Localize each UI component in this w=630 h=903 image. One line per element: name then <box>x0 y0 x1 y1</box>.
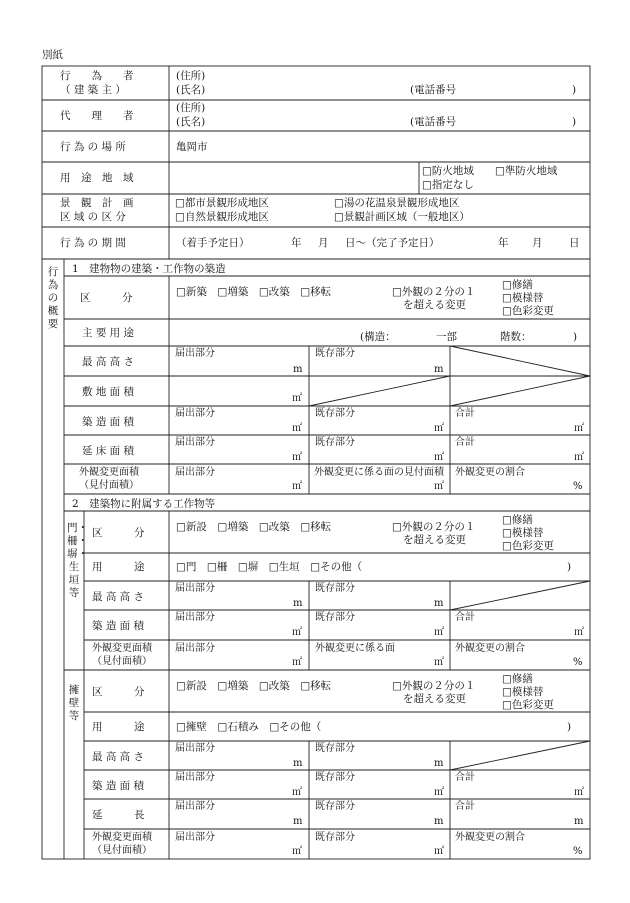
s2-chikuzo2-label: 築 造 面 積 <box>92 780 145 792</box>
period-start-label: （着手予定日） <box>176 237 250 249</box>
s1-kozo[interactable]: (構造： <box>360 331 396 343</box>
s1-remodel[interactable]: □模様替 <box>502 292 544 304</box>
s2-takasa-kison: 既存部分 <box>315 583 355 594</box>
s1-takasa-kison: 既存部分 <box>315 348 355 359</box>
s1-takasa-label: 最 高 高 さ <box>82 356 135 368</box>
s2-encho-kison-unit: m <box>434 816 444 827</box>
s2-encho-todoke: 届出部分 <box>175 801 215 812</box>
period-end-year[interactable]: 年 <box>498 237 509 249</box>
s2-chikuzo2-kison-unit: ㎡ <box>434 787 444 798</box>
s2-youto-close: ) <box>567 561 572 573</box>
s1-chikuzo-todoke: 届出部分 <box>175 408 215 419</box>
s1-nobeyuka-todoke-unit: ㎡ <box>292 452 302 463</box>
s2-gaikan-area-label: 外観変更面積 <box>92 643 152 654</box>
s2-chikuzo2-todoke: 届出部分 <box>175 772 215 783</box>
s2-gaikan2-wariai: 外観変更の割合 <box>455 832 525 843</box>
applicant-phone[interactable]: (電話番号 <box>410 84 457 96</box>
s2-gaikan2-todoke: 届出部分 <box>175 832 215 843</box>
s2-gaikan-option-2: を超える変更 <box>403 534 466 546</box>
zoning-none[interactable]: □指定なし <box>422 179 474 191</box>
s2-color-change-2[interactable]: □色彩変更 <box>502 699 554 711</box>
s2-takasa-todoke: 届出部分 <box>175 583 215 594</box>
s2-gaikan2-area-sublabel: （見付面積） <box>92 845 152 856</box>
s2-gaikan-wariai: 外観変更の割合 <box>455 643 525 654</box>
s1-chikuzo-total-unit: ㎡ <box>574 423 584 434</box>
s1-chikuzo-todoke-unit: ㎡ <box>292 423 302 434</box>
s2-gaikan-option[interactable]: □外観の２分の１ <box>392 521 476 533</box>
s2-gaikan-wariai-unit: % <box>573 657 583 668</box>
s2-chikuzo-kison-unit: ㎡ <box>434 627 444 638</box>
s1-kubun-label: 区 分 <box>80 292 133 304</box>
s1-nobeyuka-kison-unit: ㎡ <box>434 452 444 463</box>
applicant-address[interactable]: (住所) <box>176 70 206 82</box>
s1-youto-label: 主 要 用 途 <box>82 327 135 339</box>
zoning-fire[interactable]: □防火地域 <box>422 165 474 177</box>
s2-kubun2-options[interactable]: □新設 □増築 □改築 □移転 <box>176 680 332 692</box>
s2-takasa2-label: 最 高 高 さ <box>92 751 145 763</box>
zoning-semi-fire[interactable]: □準防火地域 <box>495 165 558 177</box>
applicant-phone-close: ) <box>572 84 577 96</box>
s2-gaikan2-kison-unit: ㎡ <box>434 846 444 857</box>
s2-gaikan-men-unit: ㎡ <box>434 657 444 668</box>
section2-heading: 2 建築物に附属する工作物等 <box>72 498 216 510</box>
landscape-opt-general[interactable]: □景観計画区域（一般地区） <box>334 211 470 223</box>
s2-chikuzo2-total: 合計 <box>455 772 475 783</box>
s1-takasa-kison-unit: m <box>434 364 444 375</box>
s1-color-change[interactable]: □色彩変更 <box>502 305 554 317</box>
s2-youto2-close: ) <box>567 721 572 733</box>
s2-chikuzo-kison: 既存部分 <box>315 612 355 623</box>
s2-kubun-label: 区 分 <box>92 527 145 539</box>
s2-gaikan-area-sublabel: （見付面積） <box>92 656 152 667</box>
applicant-label: 行 為 者 <box>60 70 134 82</box>
s1-gaikan-todoke: 届出部分 <box>175 467 215 478</box>
s2-remodel-2[interactable]: □模様替 <box>502 686 544 698</box>
s2-gaikan2-option-2: を超える変更 <box>403 693 466 705</box>
location-label: 行 為 の 場 所 <box>60 141 126 153</box>
outline-label: 行為の概要 <box>47 266 59 330</box>
s2-encho-todoke-unit: m <box>293 816 303 827</box>
agent-name[interactable]: (氏名) <box>176 116 206 128</box>
s1-nobeyuka-todoke: 届出部分 <box>175 437 215 448</box>
s2-chikuzo2-total-unit: ㎡ <box>574 787 584 798</box>
s1-chikuzo-kison-unit: ㎡ <box>434 423 444 434</box>
s2-youto-options[interactable]: □門 □柵 □塀 □生垣 □その他（ <box>176 561 363 573</box>
s2-youto2-label: 用 途 <box>92 721 145 733</box>
s1-gaikan-option-2: を超える変更 <box>403 299 466 311</box>
s2-youto-label: 用 途 <box>92 561 145 573</box>
s2-chikuzo-total-unit: ㎡ <box>574 627 584 638</box>
s2-takasa2-todoke: 届出部分 <box>175 743 215 754</box>
s2-youto2-options[interactable]: □擁壁 □石積み □その他（ <box>176 721 322 733</box>
period-end-day[interactable]: 日 <box>569 237 580 249</box>
s2-group2-label: 擁壁等 <box>68 684 80 722</box>
s2-color-change[interactable]: □色彩変更 <box>502 540 554 552</box>
s2-takasa2-kison-unit: m <box>434 758 444 769</box>
landscape-opt-urban[interactable]: □都市景観形成地区 <box>175 197 269 209</box>
s1-gaikan-option[interactable]: □外観の２分の１ <box>392 286 476 298</box>
agent-phone[interactable]: (電話番号 <box>410 116 457 128</box>
s1-gaikan-mentsuke: 外観変更に係る面の見付面積 <box>314 467 444 478</box>
s1-gaikan-mentsuke-unit: ㎡ <box>434 481 444 492</box>
s1-takasa-todoke: 届出部分 <box>175 348 215 359</box>
s1-chikuzo-label: 築 造 面 積 <box>82 416 135 428</box>
s1-gaikan-todoke-unit: ㎡ <box>292 481 302 492</box>
s2-gaikan2-wariai-unit: % <box>573 846 583 857</box>
s2-encho-label: 延 長 <box>92 809 145 821</box>
s2-encho-total-unit: m <box>574 816 584 827</box>
s1-shikichi-unit: ㎡ <box>292 393 302 404</box>
s2-chikuzo-label: 築 造 面 積 <box>92 620 145 632</box>
s1-chikuzo-total: 合計 <box>455 408 475 419</box>
s1-chikuzo-kison: 既存部分 <box>315 408 355 419</box>
agent-phone-close: ) <box>572 116 577 128</box>
s2-gaikan-todoke-unit: ㎡ <box>292 657 302 668</box>
landscape-opt-nature[interactable]: □自然景観形成地区 <box>175 211 269 223</box>
applicant-name[interactable]: (氏名) <box>176 84 206 96</box>
s2-gaikan2-todoke-unit: ㎡ <box>292 846 302 857</box>
landscape-label-2: 区 域 の 区 分 <box>60 211 126 223</box>
s1-kozo-close: ) <box>573 331 578 343</box>
s1-kaisu[interactable]: 階数： <box>500 331 532 343</box>
s2-repair-2[interactable]: □修繕 <box>502 673 533 685</box>
s1-nobeyuka-label: 延 床 面 積 <box>82 445 135 457</box>
s2-kubun-options[interactable]: □新設 □増築 □改築 □移転 <box>176 521 332 533</box>
s2-encho-kison: 既存部分 <box>315 801 355 812</box>
s2-remodel[interactable]: □模様替 <box>502 527 544 539</box>
agent-label: 代 理 者 <box>60 110 134 122</box>
s2-gaikan2-area-label: 外観変更面積 <box>92 832 152 843</box>
s2-takasa-kison-unit: m <box>434 598 444 609</box>
s1-gaikan-wariai: 外観変更の割合 <box>455 467 525 478</box>
s2-gaikan2-option[interactable]: □外観の２分の１ <box>392 680 476 692</box>
period-start-year[interactable]: 年 <box>291 237 302 249</box>
s2-repair[interactable]: □修繕 <box>502 514 533 526</box>
zoning-label: 用 途 地 域 <box>60 172 134 184</box>
period-label: 行 為 の 期 間 <box>60 237 126 249</box>
s2-chikuzo-total: 合計 <box>455 612 475 623</box>
s1-shikichi-label: 敷 地 面 積 <box>82 386 135 398</box>
s2-group1-label: 門・柵・塀・生垣等 <box>67 522 88 599</box>
s1-gaikan-wariai-unit: % <box>573 481 583 492</box>
s2-chikuzo2-todoke-unit: ㎡ <box>292 787 302 798</box>
landscape-opt-yunohana[interactable]: □湯の花温泉景観形成地区 <box>334 197 460 209</box>
s1-repair[interactable]: □修繕 <box>502 279 533 291</box>
s1-kubun-options[interactable]: □新築 □増築 □改築 □移転 <box>176 286 332 298</box>
s2-takasa2-kison: 既存部分 <box>315 743 355 754</box>
s1-ichibu[interactable]: 一部 <box>436 331 457 343</box>
attachment-label: 別紙 <box>42 49 63 61</box>
s2-takasa2-todoke-unit: m <box>293 758 303 769</box>
section1-heading: 1 建物物の建築・工作物の築造 <box>72 263 226 275</box>
applicant-sublabel: （ 建 築 主 ） <box>60 84 126 96</box>
period-end-label[interactable]: 日～（完了予定日） <box>345 237 440 249</box>
s2-chikuzo-todoke-unit: ㎡ <box>292 627 302 638</box>
s1-gaikan-area-label: 外観変更面積 <box>79 467 139 478</box>
s1-takasa-todoke-unit: m <box>293 364 303 375</box>
s1-nobeyuka-kison: 既存部分 <box>315 437 355 448</box>
s1-gaikan-area-sublabel: （見付面積） <box>79 480 139 491</box>
s2-gaikan2-kison: 既存部分 <box>315 832 355 843</box>
s2-chikuzo2-kison: 既存部分 <box>315 772 355 783</box>
s2-chikuzo-todoke: 届出部分 <box>175 612 215 623</box>
landscape-label-1: 景 観 計 画 <box>60 197 134 209</box>
s2-encho-total: 合計 <box>455 801 475 812</box>
agent-address[interactable]: (住所) <box>176 102 206 114</box>
location-value[interactable]: 亀岡市 <box>176 141 208 153</box>
s2-kubun2-label: 区 分 <box>92 686 145 698</box>
period-end-month[interactable]: 月 <box>532 237 543 249</box>
period-start-month[interactable]: 月 <box>318 237 329 249</box>
s2-gaikan-men: 外観変更に係る面 <box>315 643 395 654</box>
s2-takasa-todoke-unit: m <box>293 598 303 609</box>
s2-takasa-label: 最 高 高 さ <box>92 591 145 603</box>
s1-nobeyuka-total: 合計 <box>455 437 475 448</box>
s2-gaikan-todoke: 届出部分 <box>175 643 215 654</box>
s1-nobeyuka-total-unit: ㎡ <box>574 452 584 463</box>
